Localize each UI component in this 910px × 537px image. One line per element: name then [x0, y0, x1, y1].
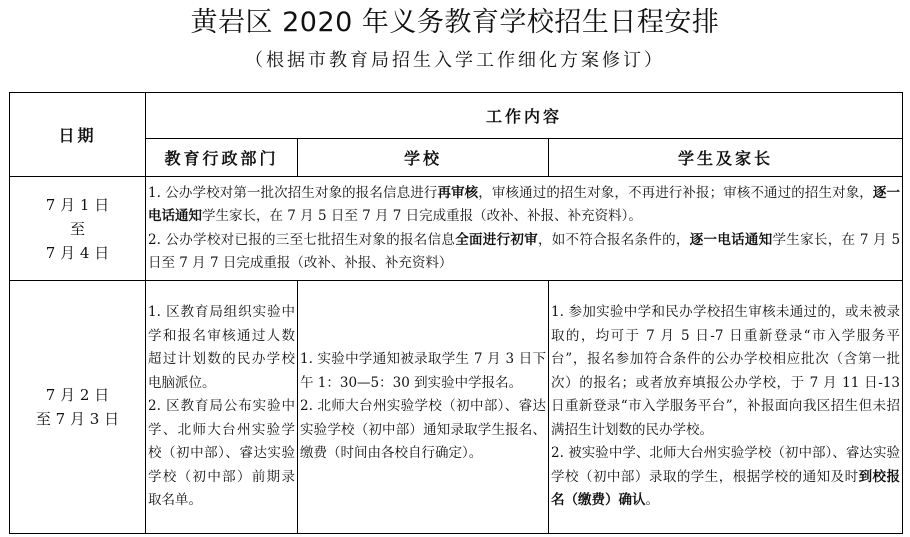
row2-school-item-1: 1. 实验中学通知被录取学生 7 月 3 日下午 1：30—5：30 到实验中学报名。 — [300, 351, 546, 391]
row1-paragraph-2: 2. 公办学校对已报的三至七批招生对象的报名信息全面进行初审，如不符合报名条件的，逐一电话通知学生家长，在 7 月 5 日至 7 月 7 日完成重报（改补、补报、补充资料） — [148, 231, 901, 271]
row1-date-line3: 7 月 4 日 — [45, 243, 110, 262]
row2-admin-item-1: 1. 区教育局组织实验中学和报名审核通过人数超过计划数的民办学校电脑派位。 — [148, 304, 295, 391]
row1-date-line1: 7 月 1 日 — [45, 195, 110, 214]
row1-paragraph-1: 1. 公办学校对第一批次招生对象的报名信息进行再审核，审核通过的招生对象，不再进行补报；审核不通过的招生对象，逐一电话通知学生家长，在 7 月 5 日至 7 月 7 日完成重报（改补、补报、补充资料）。 — [148, 184, 901, 224]
col-header-admin: 教育行政部门 — [146, 139, 298, 177]
page-title: 黄岩区 2020 年义务教育学校招生日程安排 — [190, 7, 720, 38]
row-jul2-jul3 — [10, 281, 903, 534]
row2-date-line1: 7 月 2 日 — [45, 386, 110, 404]
row2-parents-item-2: 2. 被实验中学、北师大台州实验学校（初中部）、睿达实验学校（初中部）录取的学生，根据学校的通知及时到校报名（缴费）确认。 — [551, 445, 901, 509]
schedule-table — [9, 92, 903, 534]
work-content-header: 工作内容 — [146, 93, 903, 139]
row2-date-line2: 至 7 月 3 日 — [35, 410, 120, 428]
row2-admin-item-2: 2. 区教育局公布实验中学、北师大台州实验学校（初中部）、睿达实验学校（初中部）前期录取名单。 — [148, 398, 295, 509]
row2-parents-cell — [549, 281, 903, 534]
row2-date — [10, 281, 146, 534]
row2-admin-cell — [146, 281, 298, 534]
header-row-top — [10, 93, 903, 139]
row1-date-line2: 至 — [69, 219, 85, 238]
row2-parents-item-1: 1. 参加实验中学和民办学校招生审核未通过的，或未被录取的，均可于 7 月 5 日-7 日重新登录“市入学服务平台”，报名参加符合条件的公办学校相应批次（含第一批次）的报名；或者放弃填报公办学校，于 7 月 11 日-13 日重新登录“市入学服务平台”，补报面向我区招生但未招满招生计划数的民办学校。 — [551, 304, 901, 438]
row2-school-item-2: 2. 北师大台州实验学校（初中部）、睿达实验学校（初中部）通知录取学生报名、缴费（时间由各校自行确定）。 — [300, 398, 546, 462]
row1-date — [10, 177, 146, 281]
page-subtitle: （根据市教育局招生入学工作细化方案修订） — [245, 50, 665, 71]
col-header-school: 学校 — [298, 139, 549, 177]
row1-content — [146, 177, 903, 281]
row-jul1-jul4 — [10, 177, 903, 281]
date-header: 日期 — [10, 93, 146, 177]
col-header-parents: 学生及家长 — [549, 139, 903, 177]
row2-school-cell — [298, 281, 549, 534]
